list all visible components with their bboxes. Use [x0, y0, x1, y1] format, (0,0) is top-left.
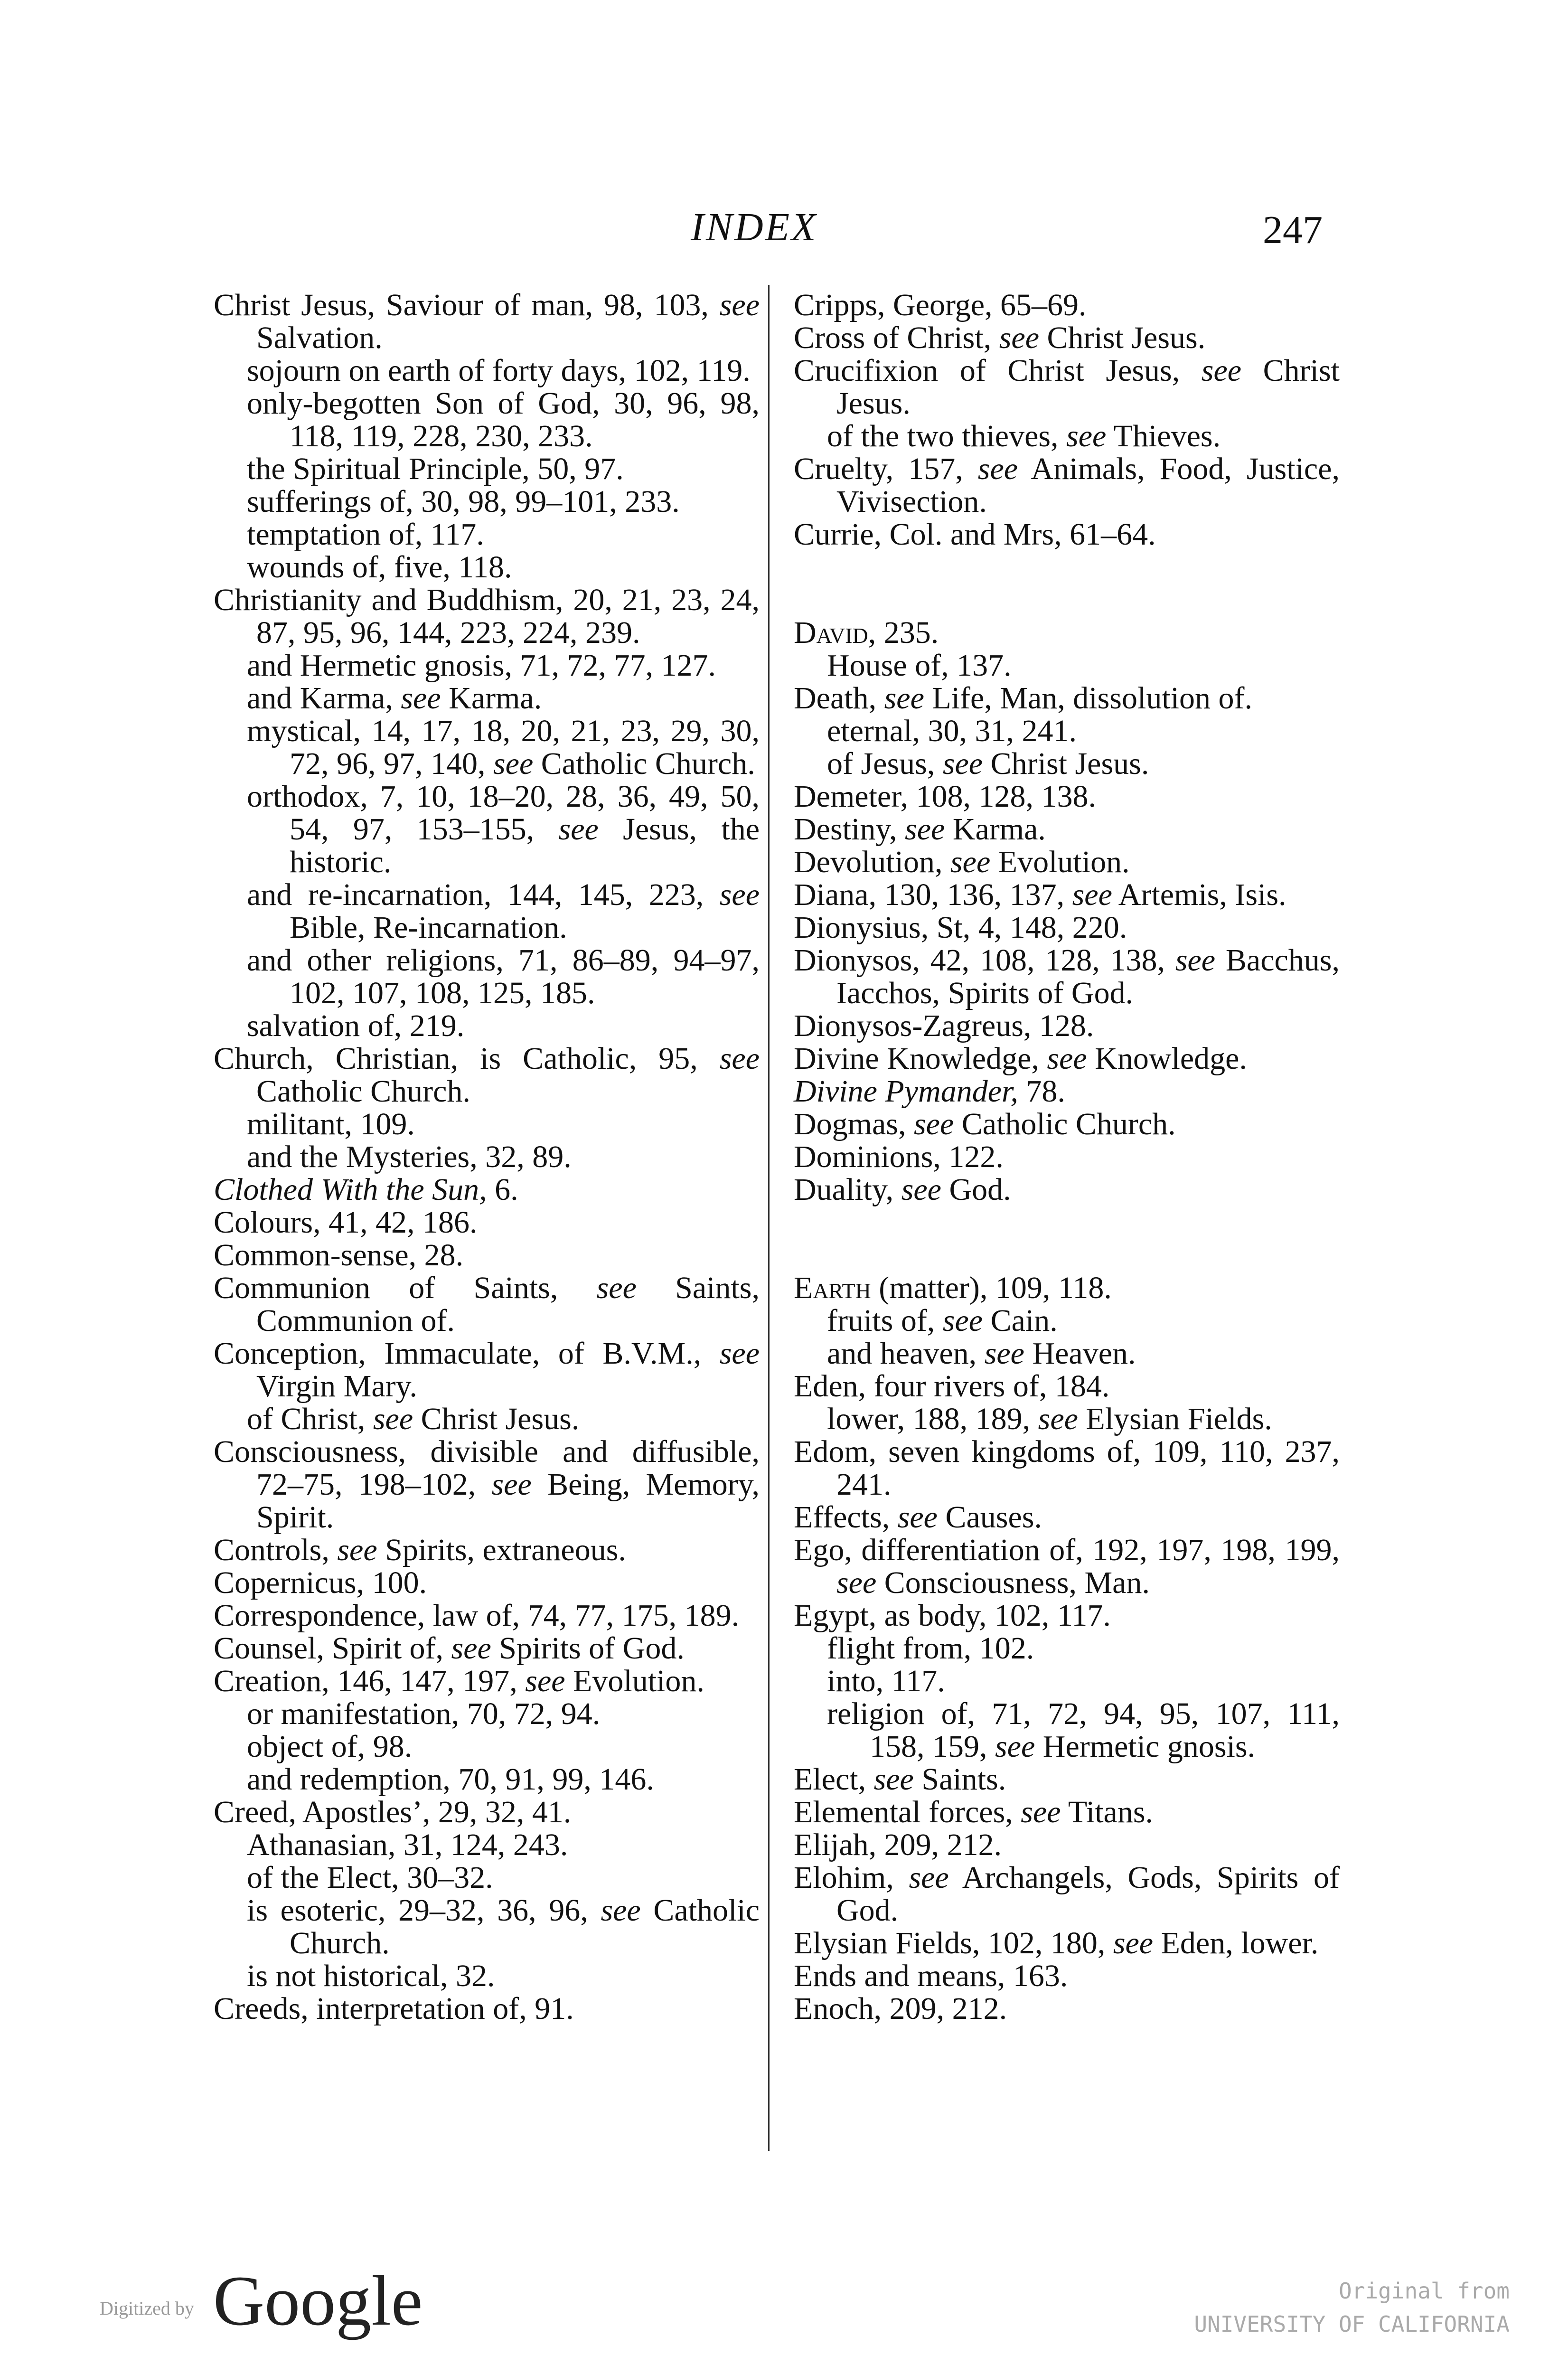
entry-text: Elect,: [794, 1762, 874, 1797]
entry-text: Enoch, 209, 212.: [794, 1991, 1007, 2026]
entry-text: see: [337, 1533, 377, 1567]
index-subentry: [214, 1697, 760, 1730]
entry-text: see: [451, 1631, 491, 1666]
index-entry: [214, 1665, 760, 1697]
index-entry: [794, 518, 1340, 551]
entry-text: see: [525, 1664, 565, 1698]
index-entry: [794, 1501, 1340, 1534]
entry-text: Common-sense, 28.: [214, 1238, 464, 1272]
entry-text: Eden, lower.: [1153, 1926, 1319, 1960]
entry-text: Artemis, Isis.: [1112, 877, 1286, 912]
entry-text: see: [873, 1762, 914, 1797]
index-entry: [794, 1599, 1340, 1632]
entry-text: of Jesus,: [827, 746, 943, 781]
entry-text: Elysian Fields, 102, 180,: [794, 1926, 1113, 1960]
entry-text: and Hermetic gnosis, 71, 72, 77, 127.: [247, 648, 716, 683]
index-entry: [214, 1239, 760, 1272]
entry-text: temptation of, 117.: [247, 517, 484, 552]
entry-text: Elohim,: [794, 1860, 909, 1895]
index-subentry: [794, 1697, 1340, 1763]
index-entry: [214, 1992, 760, 2025]
index-entry: [794, 944, 1340, 1009]
section-gap: [794, 551, 1340, 616]
index-entry: [794, 1992, 1340, 2025]
entry-text: Divine Pymander,: [794, 1074, 1018, 1109]
entry-text: see: [558, 812, 599, 847]
entry-text: Crucifixion of Christ Jesus,: [794, 353, 1202, 388]
index-subentry: [794, 1304, 1340, 1337]
entry-text: see: [901, 1172, 941, 1207]
section-gap: [794, 1206, 1340, 1272]
index-entry: [794, 1435, 1340, 1501]
entry-text: Karma.: [441, 681, 542, 716]
entry-text: Dogmas,: [794, 1107, 914, 1141]
entry-text: Edom, seven kingdoms of, 109, 110, 237, 241.: [794, 1434, 1340, 1502]
index-subentry: [794, 1665, 1340, 1697]
entry-text: eternal, 30, 31, 241.: [827, 714, 1077, 748]
index-subentry: [214, 1959, 760, 1992]
entry-text: Conception, Immaculate, of B.V.M.,: [214, 1336, 720, 1371]
index-entry: [214, 584, 760, 649]
index-entry: [794, 1763, 1340, 1796]
university-name: UNIVERSITY OF CALIFORNIA: [1194, 2311, 1510, 2337]
entry-text: of the two thieves,: [827, 419, 1067, 453]
index-subentry: [214, 1730, 760, 1763]
entry-text: see: [719, 288, 760, 322]
entry-text: is esoteric, 29–32, 36, 96,: [247, 1893, 601, 1928]
entry-text: Catholic Church.: [533, 746, 755, 781]
index-entry: [214, 1796, 760, 1828]
entry-text: Karma.: [945, 812, 1046, 847]
entry-text: Duality,: [794, 1172, 901, 1207]
index-column-left: [214, 289, 760, 2025]
entry-text: and redemption, 70, 91, 99, 146.: [247, 1762, 654, 1797]
index-subentry: [214, 1140, 760, 1173]
index-entry: [794, 1927, 1340, 1959]
index-entry: [794, 1861, 1340, 1927]
entry-text: militant, 109.: [247, 1107, 415, 1141]
entry-text: see: [884, 681, 924, 716]
index-entry: [794, 1959, 1340, 1992]
index-entry: [794, 289, 1340, 321]
entry-text: Diana, 130, 136, 137,: [794, 877, 1072, 912]
entry-text: see: [1201, 353, 1242, 388]
index-subentry: [214, 354, 760, 387]
entry-text: see: [491, 1467, 532, 1502]
index-entry: [214, 1042, 760, 1108]
entry-text: Ego, differentiation of, 192, 197, 198, 199,: [794, 1533, 1340, 1567]
entry-text: Consciousness, divisible and diffusible, 72–75, 198–102,: [214, 1434, 760, 1502]
entry-text: Elysian Fields.: [1078, 1402, 1272, 1436]
entry-text: Creeds, interpretation of, 91.: [214, 1991, 574, 2026]
entry-text: see: [942, 1303, 983, 1338]
index-subentry: [214, 1009, 760, 1042]
entry-text: see: [596, 1271, 637, 1305]
index-entry: [794, 1108, 1340, 1140]
entry-text: Demeter, 108, 128, 138.: [794, 779, 1097, 814]
entry-text: Spirits, extraneous.: [377, 1533, 626, 1567]
entry-text: see: [1113, 1926, 1154, 1960]
index-entry: [794, 1272, 1340, 1304]
entry-text: Colours, 41, 42, 186.: [214, 1205, 478, 1240]
index-subentry: [794, 747, 1340, 780]
entry-text: Salvation.: [256, 320, 383, 355]
entry-text: see: [905, 812, 945, 847]
index-subentry: [214, 387, 760, 452]
entry-text: Christ Jesus.: [1039, 320, 1206, 355]
entry-text: and the Mysteries, 32, 89.: [247, 1140, 572, 1174]
entry-text: Christ Jesus, Saviour of man, 98, 103,: [214, 288, 720, 322]
index-entry: [794, 911, 1340, 944]
entry-text: Currie, Col. and Mrs, 61–64.: [794, 517, 1156, 552]
running-title: INDEX: [691, 205, 818, 249]
entry-text: see: [836, 1565, 877, 1600]
index-subentry: [794, 1403, 1340, 1435]
entry-text: Earth: [794, 1271, 871, 1305]
entry-text: and heaven,: [827, 1336, 985, 1371]
entry-text: salvation of, 219.: [247, 1008, 465, 1043]
entry-text: David: [794, 615, 868, 650]
entry-text: see: [942, 746, 983, 781]
index-subentry: [214, 452, 760, 485]
entry-text: see: [897, 1500, 938, 1535]
index-entry: [794, 616, 1340, 649]
entry-text: Being, Memory, Spirit.: [256, 1467, 760, 1535]
index-subentry: [214, 1861, 760, 1894]
original-from-label: Original from: [1338, 2278, 1510, 2304]
entry-text: the Spiritual Principle, 50, 97.: [247, 452, 624, 486]
index-entry: [214, 289, 760, 354]
entry-text: see: [909, 1860, 949, 1895]
entry-text: sojourn on earth of forty days, 102, 119.: [247, 353, 751, 388]
entry-text: see: [1066, 419, 1107, 453]
index-entry: [214, 1534, 760, 1566]
entry-text: 6.: [487, 1172, 518, 1207]
index-subentry: [794, 1337, 1340, 1370]
index-subentry: [214, 944, 760, 1009]
entry-text: Hermetic gnosis.: [1035, 1729, 1256, 1764]
index-subentry: [214, 1828, 760, 1861]
index-subentry: [794, 649, 1340, 682]
index-entry: [794, 1370, 1340, 1403]
entry-text: Christ Jesus.: [983, 746, 1149, 781]
entry-text: Elijah, 209, 212.: [794, 1828, 1002, 1862]
entry-text: Saints, Communion of.: [256, 1271, 760, 1338]
entry-text: see: [401, 681, 441, 716]
entry-text: see: [995, 1729, 1035, 1764]
index-subentry: [794, 1632, 1340, 1665]
entry-text: see: [493, 746, 534, 781]
index-subentry: [214, 878, 760, 944]
entry-text: fruits of,: [827, 1303, 943, 1338]
entry-text: sufferings of, 30, 98, 99–101, 233.: [247, 484, 680, 519]
index-subentry: [214, 682, 760, 715]
entry-text: see: [950, 845, 991, 879]
entry-text: Causes.: [937, 1500, 1042, 1535]
entry-text: Controls,: [214, 1533, 338, 1567]
university-watermark: [1044, 2274, 1510, 2341]
entry-text: Archangels, Gods, Spirits of God.: [836, 1860, 1340, 1928]
entry-text: Communion of Saints,: [214, 1271, 597, 1305]
entry-text: see: [984, 1336, 1024, 1371]
index-entry: [214, 1206, 760, 1239]
entry-text: Spirits of God.: [491, 1631, 685, 1666]
entry-text: Virgin Mary.: [256, 1369, 417, 1404]
entry-text: see: [977, 452, 1018, 486]
index-entry: [214, 1599, 760, 1632]
index-subentry: [214, 715, 760, 780]
index-subentry: [214, 1108, 760, 1140]
entry-text: see: [1038, 1402, 1078, 1436]
entry-text: Thieves.: [1106, 419, 1221, 453]
entry-text: Christianity and Buddhism, 20, 21, 23, 24, 87, 95, 96, 144, 223, 224, 239.: [214, 583, 760, 650]
index-entry: [214, 1632, 760, 1665]
entry-text: Dionysos, 42, 108, 128, 138,: [794, 943, 1175, 978]
index-entry: [794, 1828, 1340, 1861]
entry-text: Elemental forces,: [794, 1795, 1021, 1829]
index-entry: [794, 780, 1340, 813]
index-entry: [214, 1173, 760, 1206]
index-entry: [794, 1534, 1340, 1599]
entry-text: orthodox, 7, 10, 18–20, 28, 36, 49, 50, 54, 97, 153–155,: [247, 779, 760, 847]
entry-text: or manifestation, 70, 72, 94.: [247, 1696, 601, 1731]
entry-text: House of, 137.: [827, 648, 1012, 683]
entry-text: see: [999, 320, 1039, 355]
index-entry: [214, 1435, 760, 1534]
index-entry: [794, 813, 1340, 846]
index-entry: [214, 1566, 760, 1599]
index-entry: [794, 1173, 1340, 1206]
index-subentry: [794, 420, 1340, 452]
entry-text: Heaven.: [1024, 1336, 1136, 1371]
entry-text: Counsel, Spirit of,: [214, 1631, 451, 1666]
entry-text: see: [601, 1893, 641, 1928]
entry-text: Knowledge.: [1087, 1041, 1247, 1076]
entry-text: and Karma,: [247, 681, 401, 716]
index-subentry: [214, 485, 760, 518]
entry-text: Egypt, as body, 102, 117.: [794, 1598, 1111, 1633]
entry-text: Cain.: [983, 1303, 1058, 1338]
column-divider: [768, 285, 770, 2151]
entry-text: Clothed With the Sun,: [214, 1172, 487, 1207]
entry-text: Jesus, the historic.: [290, 812, 760, 879]
entry-text: of Christ,: [247, 1402, 373, 1436]
index-entry: [794, 1009, 1340, 1042]
entry-text: Creed, Apostles’, 29, 32, 41.: [214, 1795, 572, 1829]
index-entry: [214, 1272, 760, 1337]
entry-text: Dominions, 122.: [794, 1140, 1004, 1174]
entry-text: , 235.: [868, 615, 939, 650]
entry-text: Life, Man, dissolution of.: [924, 681, 1252, 716]
page-header: [0, 204, 1568, 256]
entry-text: Dionysos-Zagreus, 128.: [794, 1008, 1094, 1043]
entry-text: Athanasian, 31, 124, 243.: [247, 1828, 568, 1862]
entry-text: see: [719, 1336, 760, 1371]
entry-text: is not historical, 32.: [247, 1959, 495, 1993]
entry-text: Creation, 146, 147, 197,: [214, 1664, 526, 1698]
index-subentry: [214, 780, 760, 878]
entry-text: Church, Christian, is Catholic, 95,: [214, 1041, 720, 1076]
index-subentry: [214, 551, 760, 584]
entry-text: see: [719, 1041, 760, 1076]
google-logo-text: Google: [213, 2261, 423, 2340]
index-entry: [794, 321, 1340, 354]
entry-text: wounds of, five, 118.: [247, 550, 512, 584]
index-subentry: [214, 1403, 760, 1435]
entry-text: God.: [941, 1172, 1011, 1207]
index-subentry: [794, 715, 1340, 747]
entry-text: Dionysius, St, 4, 148, 220.: [794, 910, 1127, 945]
index-entry: [794, 1075, 1340, 1108]
entry-text: and other religions, 71, 86–89, 94–97, 102, 107, 108, 125, 185.: [247, 943, 760, 1010]
entry-text: Eden, four rivers of, 184.: [794, 1369, 1110, 1404]
entry-text: Bible, Re-incarnation.: [290, 910, 567, 945]
entry-text: lower, 188, 189,: [827, 1402, 1038, 1436]
entry-text: Catholic Church.: [290, 1893, 760, 1960]
entry-text: Destiny,: [794, 812, 905, 847]
index-subentry: [214, 1763, 760, 1796]
entry-text: see: [1175, 943, 1216, 978]
entry-text: Death,: [794, 681, 884, 716]
entry-text: Evolution.: [565, 1664, 704, 1698]
entry-text: Cross of Christ,: [794, 320, 999, 355]
entry-text: Catholic Church.: [256, 1074, 470, 1109]
entry-text: Animals, Food, Justice, Vivisection.: [836, 452, 1340, 519]
page-footer: [0, 2260, 1568, 2355]
entry-text: into, 117.: [827, 1664, 945, 1698]
index-entry: [794, 1042, 1340, 1075]
entry-text: religion of, 71, 72, 94, 95, 107, 111, 158, 159,: [827, 1696, 1340, 1764]
entry-text: Catholic Church.: [954, 1107, 1176, 1141]
entry-text: 78.: [1018, 1074, 1065, 1109]
google-watermark: [100, 2260, 423, 2342]
index-entry: [794, 452, 1340, 518]
entry-text: of the Elect, 30–32.: [247, 1860, 493, 1895]
index-entry: [794, 846, 1340, 878]
entry-text: see: [1047, 1041, 1087, 1076]
entry-text: flight from, 102.: [827, 1631, 1034, 1666]
index-subentry: [214, 1894, 760, 1959]
entry-text: Christ Jesus.: [836, 353, 1340, 421]
index-column-right: [794, 289, 1340, 2025]
entry-text: Divine Knowledge,: [794, 1041, 1047, 1076]
index-entry: [794, 682, 1340, 715]
entry-text: and re-incarnation, 144, 145, 223,: [247, 877, 720, 912]
index-subentry: [214, 518, 760, 551]
entry-text: Devolution,: [794, 845, 950, 879]
entry-text: (matter), 109, 118.: [871, 1271, 1112, 1305]
entry-text: Christ Jesus.: [413, 1402, 580, 1436]
entry-text: Ends and means, 163.: [794, 1959, 1068, 1993]
entry-text: Titans.: [1061, 1795, 1154, 1829]
page-number: 247: [1263, 208, 1323, 252]
entry-text: see: [913, 1107, 954, 1141]
index-entry: [794, 354, 1340, 420]
index-entry: [794, 1140, 1340, 1173]
entry-text: Cruelty, 157,: [794, 452, 978, 486]
entry-text: Saints.: [913, 1762, 1006, 1797]
entry-text: Bacchus, Iacchos, Spirits of God.: [836, 943, 1340, 1010]
entry-text: see: [719, 877, 760, 912]
entry-text: Evolution.: [990, 845, 1130, 879]
index-entry: [794, 878, 1340, 911]
entry-text: mystical, 14, 17, 18, 20, 21, 23, 29, 30, 72, 96, 97, 140,: [247, 714, 760, 781]
index-subentry: [214, 649, 760, 682]
entry-text: Effects,: [794, 1500, 898, 1535]
index-entry: [794, 1796, 1340, 1828]
entry-text: object of, 98.: [247, 1729, 413, 1764]
entry-text: only-begotten Son of God, 30, 96, 98, 118, 119, 228, 230, 233.: [247, 386, 760, 453]
entry-text: see: [373, 1402, 413, 1436]
index-entry: [214, 1337, 760, 1403]
entry-text: Consciousness, Man.: [876, 1565, 1150, 1600]
entry-text: see: [1021, 1795, 1061, 1829]
entry-text: Copernicus, 100.: [214, 1565, 427, 1600]
digitized-by-label: Digitized by: [100, 2298, 194, 2319]
entry-text: Cripps, George, 65–69.: [794, 288, 1087, 322]
entry-text: see: [1072, 877, 1112, 912]
entry-text: Correspondence, law of, 74, 77, 175, 189.: [214, 1598, 740, 1633]
